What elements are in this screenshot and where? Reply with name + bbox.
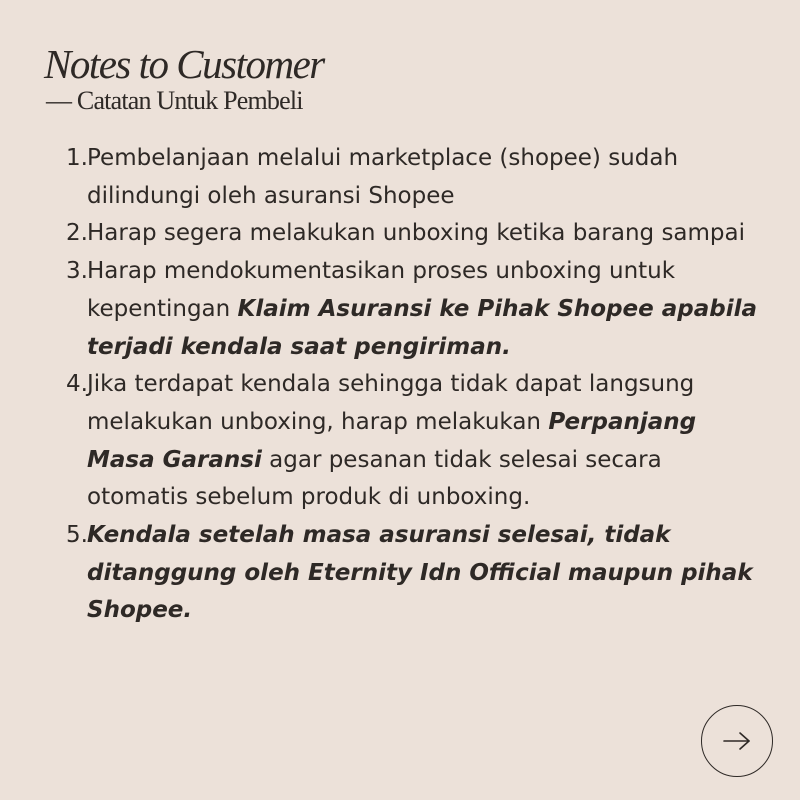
next-button[interactable] xyxy=(701,705,773,777)
note-text xyxy=(87,366,766,517)
note-emphasis: Perpanjang Masa Garansi xyxy=(87,408,697,473)
note-item xyxy=(66,366,766,517)
note-text xyxy=(87,215,766,253)
note-text xyxy=(87,140,766,215)
note-text xyxy=(87,517,766,630)
note-body: Jika terdapat kendala sehingga tidak dapat langsung melakukan unboxing, harap melakukan xyxy=(87,371,695,435)
note-item xyxy=(66,517,766,630)
note-emphasis: Klaim Asuransi ke Pihak Shopee apabila terjadi kendala saat pengiriman. xyxy=(87,295,758,360)
note-item xyxy=(66,253,766,366)
note-number: 1. xyxy=(66,145,88,171)
note-number: 4. xyxy=(66,371,88,398)
arrow-right-icon xyxy=(722,731,752,751)
note-body-after: agar pesanan tidak selesai secara otomatis sebelum produk di unboxing. xyxy=(87,446,662,511)
note-item xyxy=(66,140,766,215)
note-body: Harap segera melakukan unboxing ketika barang sampai xyxy=(87,220,746,247)
note-number: 2. xyxy=(66,220,88,247)
page-subtitle: — Catatan Untuk Pembeli xyxy=(46,86,303,115)
note-text xyxy=(87,253,766,366)
notes-list xyxy=(66,140,766,630)
note-item xyxy=(66,215,766,253)
note-number: 3. xyxy=(66,258,88,285)
note-body: Pembelanjaan melalui marketplace (shopee) sudah dilindungi oleh asuransi Shopee xyxy=(87,145,679,209)
note-number: 5. xyxy=(66,522,88,549)
note-body: Harap mendokumentasikan proses unboxing untuk kepentingan xyxy=(87,258,676,322)
note-emphasis: Kendala setelah masa asuransi selesai, tidak ditanggung oleh Eternity Idn Official maupun pihak Shopee. xyxy=(87,522,753,624)
page-title: Notes to Customer xyxy=(44,41,324,87)
